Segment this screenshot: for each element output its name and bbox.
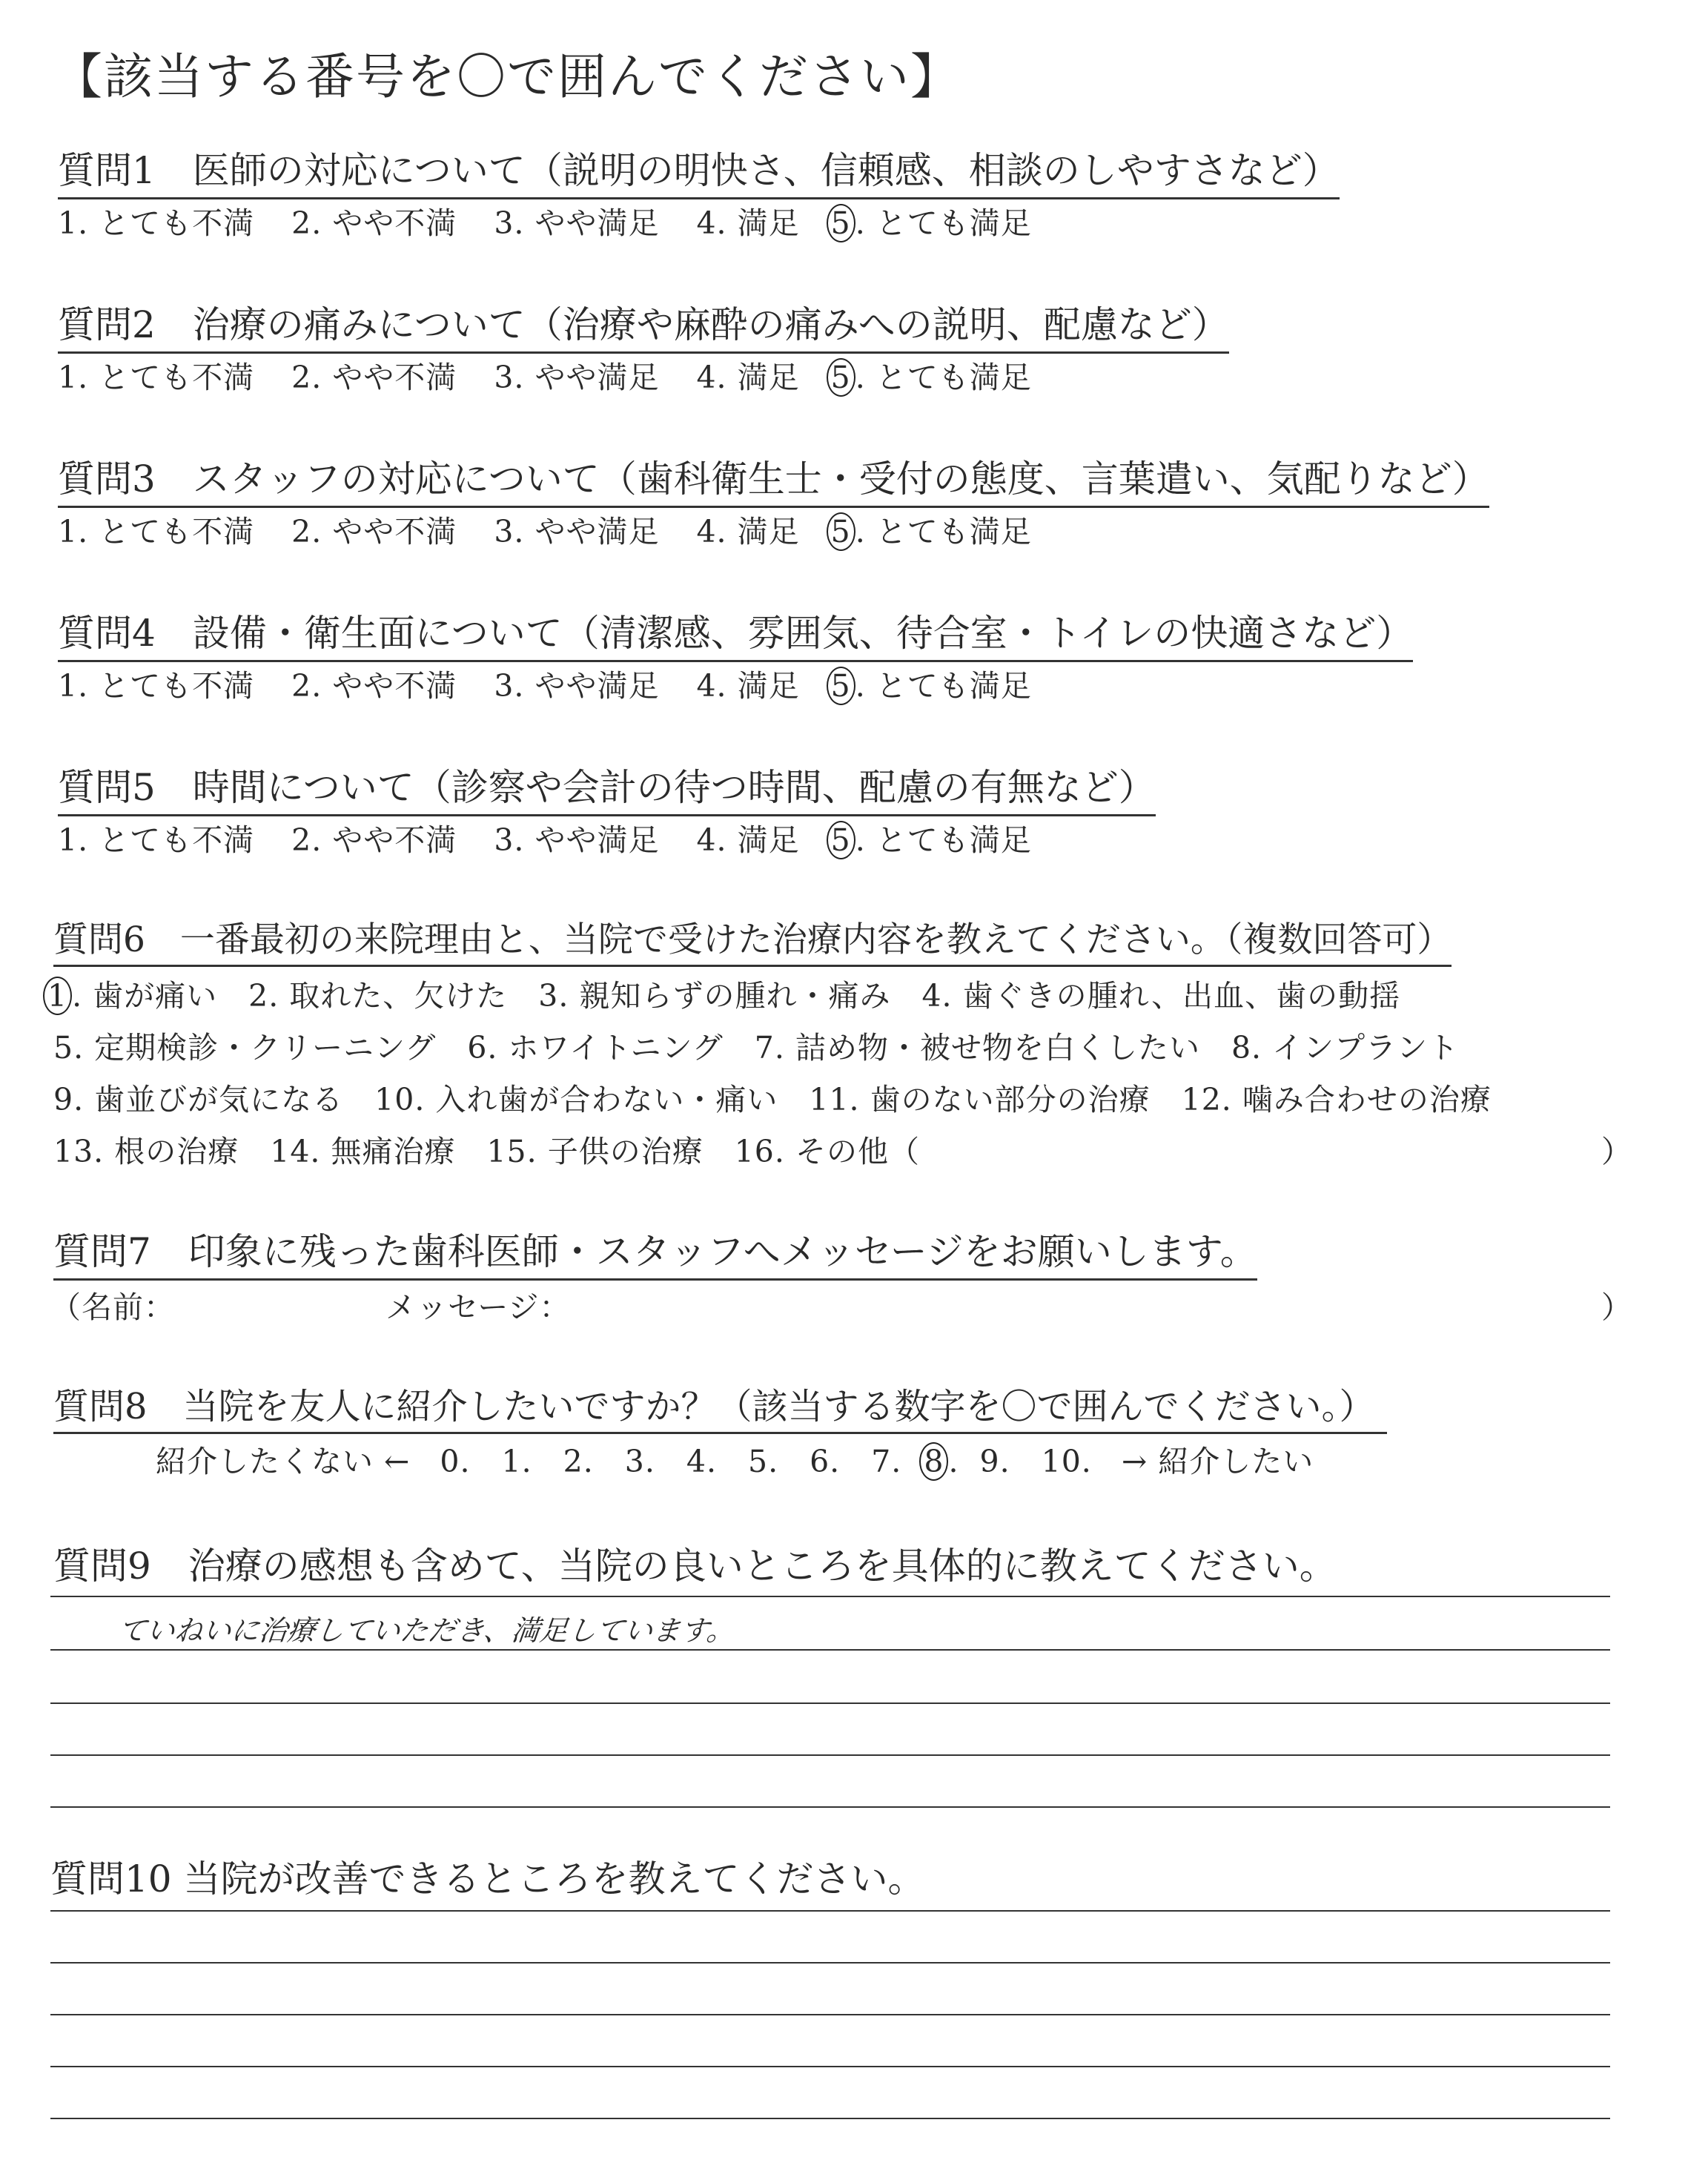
- q9-line-4: [50, 1754, 1610, 1756]
- q6-row-4-close: ）: [1601, 1134, 1632, 1169]
- q3-option-5-label: . とても満足: [855, 514, 1032, 549]
- q1-option-1[interactable]: 1. とても不満: [58, 205, 255, 241]
- q1-option-4[interactable]: 4. 満足: [696, 205, 800, 241]
- q2-option-1[interactable]: 1. とても不満: [58, 360, 255, 395]
- q8-right-label: → 紹介したい: [1121, 1444, 1314, 1479]
- q3-option-4[interactable]: 4. 満足: [696, 514, 800, 549]
- q3-title: 質問3 スタッフの対応について（歯科衛生士・受付の態度、言葉遣い、気配りなど）: [58, 449, 1489, 508]
- q4-option-2[interactable]: 2. やや不満: [291, 668, 457, 704]
- q6-row-1: [46, 971, 1400, 1015]
- q4-title: 質問4 設備・衛生面について（清潔感、雰囲気、待合室・トイレの快適さなど）: [58, 604, 1413, 662]
- q5-title: 質問5 時間について（診察や会計の待つ時間、配慮の有無など）: [58, 758, 1156, 816]
- q10-title: 質問10 当院が改善できるところを教えてください。: [50, 1857, 925, 1900]
- q7-close: ）: [1601, 1289, 1632, 1325]
- q2-options: [58, 353, 1032, 397]
- q5-option-4[interactable]: 4. 満足: [696, 822, 800, 858]
- q10-line-2: [50, 1962, 1610, 1964]
- q9-line-5: [50, 1806, 1610, 1808]
- q3-option-1[interactable]: 1. とても不満: [58, 514, 255, 549]
- q8-scale-after[interactable]: 9. 10.: [979, 1444, 1092, 1479]
- q5-option-5-label: . とても満足: [855, 822, 1032, 858]
- q8-scale-before[interactable]: 0. 1. 2. 3. 4. 5. 6. 7.: [440, 1444, 902, 1479]
- q4-option-4[interactable]: 4. 満足: [696, 668, 800, 704]
- q1-option-3[interactable]: 3. やや満足: [494, 205, 660, 241]
- q5-options: [58, 816, 1032, 859]
- q4-option-5-circled[interactable]: 5: [827, 667, 855, 705]
- q3-option-3[interactable]: 3. やや満足: [494, 514, 660, 549]
- q10-line-3: [50, 2014, 1610, 2015]
- q10-line-1: [50, 1910, 1610, 1912]
- q6-row-1-text[interactable]: . 歯が痛い 2. 取れた、欠けた 3. 親知らずの腫れ・痛み 4. 歯ぐきの腫れ、出血、歯の動揺: [72, 978, 1401, 1014]
- q8-selected-dot: .: [948, 1444, 959, 1479]
- q5-option-2[interactable]: 2. やや不満: [291, 822, 457, 858]
- q9-title: 質問9 治療の感想も含めて、当院の良いところを具体的に教えてください。: [53, 1545, 1337, 1588]
- q1-option-2[interactable]: 2. やや不満: [291, 205, 457, 241]
- q1-title: 質問1 医師の対応について（説明の明快さ、信頼感、相談のしやすさなど）: [58, 141, 1340, 199]
- q2-title: 質問2 治療の痛みについて（治療や麻酔の痛みへの説明、配慮など）: [58, 295, 1229, 354]
- q9-line-2: [50, 1649, 1610, 1651]
- q1-options: [58, 199, 1032, 242]
- q3-option-2[interactable]: 2. やや不満: [291, 514, 457, 549]
- q10-line-5: [50, 2118, 1610, 2119]
- page-instruction: 【該当する番号を〇で囲んでください】: [53, 48, 961, 105]
- q7-message-label: メッセージ：: [385, 1289, 571, 1325]
- q7-title: 質問7 印象に残った歯科医師・スタッフへメッセージをお願いします。: [53, 1222, 1257, 1281]
- q4-option-1[interactable]: 1. とても不満: [58, 668, 255, 704]
- q6-row-4[interactable]: 13. 根の治療 14. 無痛治療 15. 子供の治療 16. その他（: [53, 1134, 920, 1169]
- q1-option-5-circled[interactable]: 5: [827, 204, 855, 242]
- q2-option-5-circled[interactable]: 5: [827, 358, 855, 397]
- q8-title: 質問8 当院を友人に紹介したいですか？（該当する数字を〇で囲んでください。）: [53, 1378, 1387, 1434]
- q7-name-label: （名前：: [50, 1289, 175, 1325]
- q9-handwritten-answer[interactable]: ていねいに治療していただき、満足しています。: [116, 1614, 737, 1647]
- q5-option-5-circled[interactable]: 5: [827, 821, 855, 859]
- q5-option-1[interactable]: 1. とても不満: [58, 822, 255, 858]
- q8-left-label: 紹介したくない ←: [156, 1444, 411, 1479]
- q3-options: [58, 507, 1032, 551]
- q10-line-4: [50, 2066, 1610, 2067]
- q4-option-3[interactable]: 3. やや満足: [494, 668, 660, 704]
- q2-option-5-label: . とても満足: [855, 360, 1032, 395]
- q6-title: 質問6 一番最初の来院理由と、当院で受けた治療内容を教えてください。（複数回答可）: [53, 912, 1452, 967]
- q9-line-3: [50, 1702, 1610, 1704]
- q5-option-3[interactable]: 3. やや満足: [494, 822, 660, 858]
- q2-option-3[interactable]: 3. やや満足: [494, 360, 660, 395]
- q2-option-4[interactable]: 4. 満足: [696, 360, 800, 395]
- q3-option-5-circled[interactable]: 5: [827, 512, 855, 551]
- q9-line-1: [50, 1596, 1610, 1597]
- q6-row-2[interactable]: 5. 定期検診・クリーニング 6. ホワイトニング 7. 詰め物・被せ物を白くしたい 8. インプラント: [53, 1030, 1460, 1066]
- q6-row-3[interactable]: 9. 歯並びが気になる 10. 入れ歯が合わない・痛い 11. 歯のない部分の治療 12. 噛み合わせの治療: [53, 1082, 1492, 1117]
- q4-option-5-label: . とても満足: [855, 668, 1032, 704]
- q8-selected-circled[interactable]: 8: [919, 1442, 948, 1481]
- q1-option-5-label: . とても満足: [855, 205, 1032, 241]
- q4-options: [58, 661, 1032, 705]
- q8-scale: [156, 1437, 1314, 1481]
- q6-option-1-circled[interactable]: 1: [43, 977, 72, 1015]
- q2-option-2[interactable]: 2. やや不満: [291, 360, 457, 395]
